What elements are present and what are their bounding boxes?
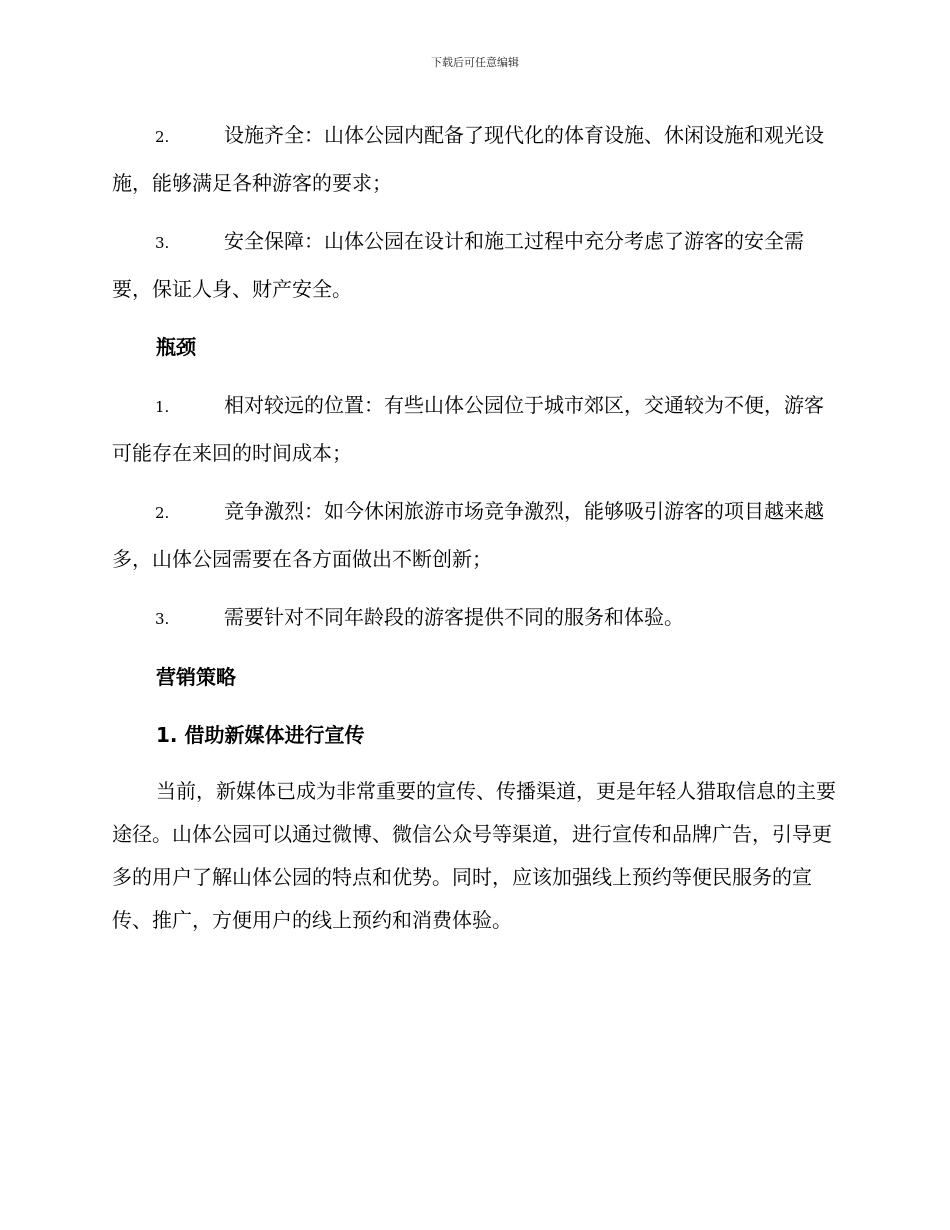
list-item — [112, 594, 838, 642]
subsection-heading: 1. 借助新媒体进行宣传 — [156, 723, 365, 747]
header-note: 下载后可任意编辑 — [431, 56, 519, 69]
list-number: 2. — [155, 128, 170, 146]
section-heading-bottleneck: 瓶颈 — [156, 335, 196, 359]
list-number: 3. — [155, 610, 170, 628]
list-item — [112, 112, 838, 206]
list-number: 3. — [155, 234, 170, 252]
list-number: 2. — [155, 504, 170, 522]
list-text: 相对较远的位置：有些山体公园位于城市郊区，交通较为不便，游客可能存在来回的时间成本； — [112, 393, 824, 465]
list-item — [112, 382, 838, 476]
list-number: 1. — [155, 398, 170, 416]
body-paragraph: 当前，新媒体已成为非常重要的宣传、传播渠道，更是年轻人猎取信息的主要途径。山体公园可以通过微博、微信公众号等渠道，进行宣传和品牌广告，引导更多的用户了解山体公园的特点和优势。同时，应该加强线上预约等便民服务的宣传、推广，方便用户的线上预约和消费体验。 — [112, 779, 836, 932]
list-text: 需要针对不同年龄段的游客提供不同的服务和体验。 — [224, 605, 684, 629]
list-text: 竞争激烈：如今休闲旅游市场竞争激烈，能够吸引游客的项目越来越多，山体公园需要在各方面做出不断创新； — [112, 499, 824, 571]
list-item — [112, 218, 838, 312]
list-item — [112, 488, 838, 582]
document-body — [112, 112, 838, 942]
list-text: 安全保障：山体公园在设计和施工过程中充分考虑了游客的安全需要，保证人身、财产安全。 — [112, 229, 804, 301]
section-heading-marketing: 营销策略 — [156, 665, 236, 689]
list-text: 设施齐全：山体公园内配备了现代化的体育设施、休闲设施和观光设施，能够满足各种游客的要求； — [112, 123, 824, 195]
